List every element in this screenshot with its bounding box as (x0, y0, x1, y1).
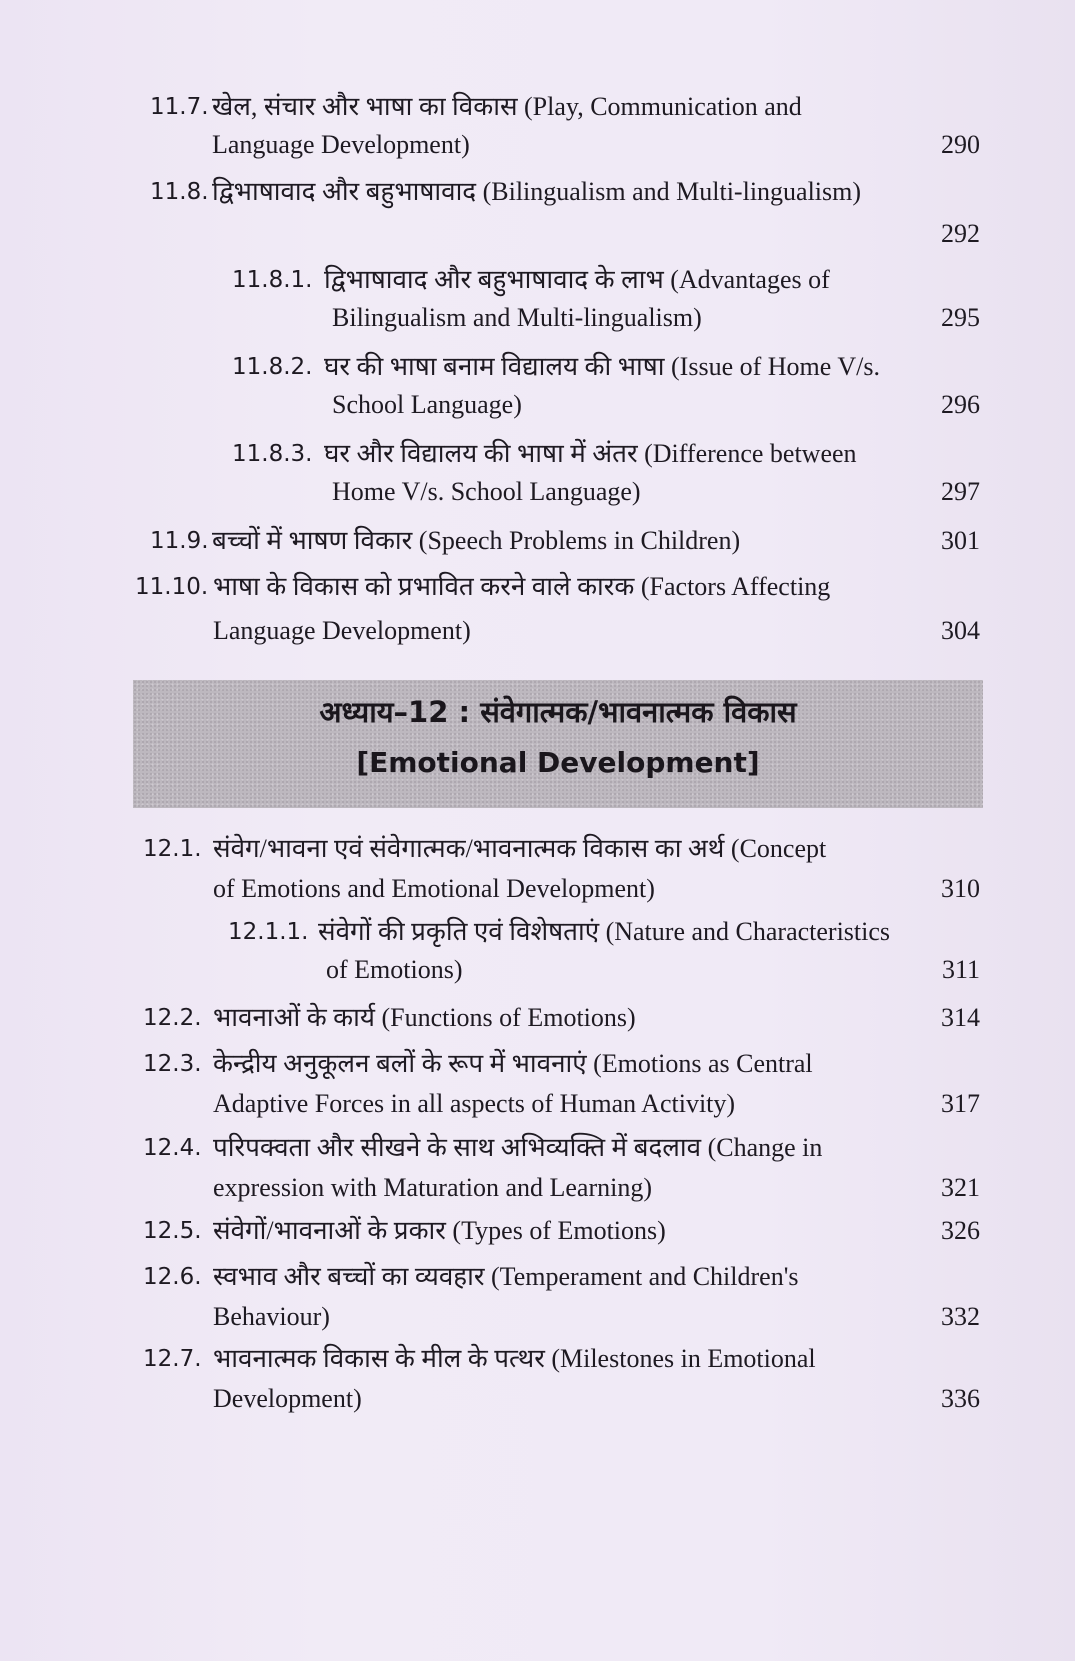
entry-page-number: 290 (941, 130, 980, 159)
entry-title-line1: द्विभाषावाद और बहुभाषावाद के लाभ (Advantages of (324, 265, 830, 294)
entry-title-line1: केन्द्रीय अनुकूलन बलों के रूप में भावनाएं (Emotions as Central (213, 1049, 813, 1078)
entry-page-number: 292 (941, 219, 980, 248)
entry-title-line1: भाषा के विकास को प्रभावित करने वाले कारक (Factors Affecting (213, 572, 831, 601)
toc-entry[interactable] (150, 85, 980, 173)
entry-title-line2: expression with Maturation and Learning) (213, 1173, 652, 1202)
entry-number: 11.8.1. (232, 267, 313, 293)
entry-page-number: 304 (941, 616, 980, 645)
chapter-title-hindi: अध्याय–12 : संवेगात्मक/भावनात्मक विकास (319, 695, 797, 729)
entry-page-number: 332 (941, 1302, 980, 1331)
entry-title-line2: School Language) (332, 390, 522, 419)
entry-title-line1: बच्चों में भाषण विकार (Speech Problems in Children) (212, 526, 741, 555)
entry-title-line2: Home V/s. School Language) (332, 477, 641, 506)
entry-title-line1: भावनाओं के कार्य (Functions of Emotions) (213, 1003, 636, 1032)
entry-title-line1: संवेगों की प्रकृति एवं विशेषताएं (Nature and Characteristics (318, 917, 891, 946)
entry-title-line2: Language Development) (213, 616, 471, 645)
toc-entry[interactable] (150, 170, 980, 258)
toc-entry[interactable] (143, 1126, 980, 1214)
entry-number: 11.9. (150, 528, 209, 554)
chapter-header-band (133, 680, 983, 808)
toc-entry[interactable] (143, 1042, 980, 1130)
entry-title-line2: Development) (213, 1384, 362, 1413)
entry-page-number: 336 (941, 1384, 980, 1413)
entry-page-number: 296 (941, 390, 980, 419)
entry-title-line1: घर की भाषा बनाम विद्यालय की भाषा (Issue of Home V/s. (324, 352, 880, 381)
toc-entry[interactable] (143, 1337, 980, 1425)
entry-number: 12.2. (143, 1005, 202, 1031)
entry-page-number: 321 (941, 1173, 980, 1202)
entry-number: 11.10. (135, 574, 209, 600)
entry-number: 12.4. (143, 1135, 202, 1161)
entry-title-line1: संवेगों/भावनाओं के प्रकार (Types of Emotions) (213, 1216, 666, 1245)
entry-page-number: 317 (941, 1089, 980, 1118)
entry-title-line1: स्वभाव और बच्चों का व्यवहार (Temperament and Children's (213, 1262, 799, 1291)
entry-title-line1: परिपक्वता और सीखने के साथ अभिव्यक्ति में बदलाव (Change in (213, 1133, 823, 1162)
toc-entry[interactable] (143, 827, 980, 915)
toc-entry[interactable] (143, 1255, 980, 1343)
chapter-title-english: [Emotional Development] (356, 746, 760, 779)
entry-number: 12.3. (143, 1051, 202, 1077)
entry-page-number: 326 (941, 1216, 980, 1245)
entry-number: 12.5. (143, 1218, 202, 1244)
entry-number: 11.7. (150, 94, 209, 120)
entry-page-number: 314 (941, 1003, 980, 1032)
toc-entry[interactable] (232, 258, 980, 346)
entry-title-line1: द्विभाषावाद और बहुभाषावाद (Bilingualism and Multi-lingualism) (212, 177, 862, 206)
toc-entry[interactable] (143, 1209, 980, 1253)
entry-title-line2: Bilingualism and Multi-lingualism) (332, 303, 702, 332)
entry-page-number: 311 (941, 955, 980, 984)
entry-number: 12.6. (143, 1264, 202, 1290)
toc-entry[interactable] (232, 345, 980, 433)
entry-title-line1: खेल, संचार और भाषा का विकास (Play, Communication and (212, 92, 802, 121)
entry-title-line1: भावनात्मक विकास के मील के पत्थर (Milestones in Emotional (213, 1344, 816, 1373)
toc-entry[interactable] (135, 565, 980, 653)
entry-title-line2: Language Development) (212, 130, 470, 159)
entry-page-number: 295 (941, 303, 980, 332)
entry-title-line2: of Emotions and Emotional Development) (213, 874, 655, 903)
entry-number: 12.1.1. (228, 919, 309, 945)
entry-number: 11.8.2. (232, 354, 313, 380)
entry-number: 12.7. (143, 1346, 202, 1372)
toc-entry[interactable] (143, 996, 980, 1040)
entry-number: 12.1. (143, 836, 202, 862)
entry-title-line2: Adaptive Forces in all aspects of Human Activity) (213, 1089, 736, 1118)
entry-page-number: 301 (941, 526, 980, 555)
entry-page-number: 297 (941, 477, 980, 506)
entry-title-line1: घर और विद्यालय की भाषा में अंतर (Difference between (324, 439, 857, 468)
toc-entry[interactable] (135, 519, 980, 563)
toc-entry[interactable] (232, 432, 980, 520)
entry-title-line2: of Emotions) (326, 955, 463, 984)
entry-title-line2: Behaviour) (213, 1302, 330, 1331)
toc-entry[interactable] (228, 910, 980, 998)
entry-number: 11.8. (150, 179, 209, 205)
entry-page-number: 310 (941, 874, 980, 903)
entry-number: 11.8.3. (232, 441, 313, 467)
entry-title-line1: संवेग/भावना एवं संवेगात्मक/भावनात्मक विकास का अर्थ (Concept (213, 834, 827, 863)
